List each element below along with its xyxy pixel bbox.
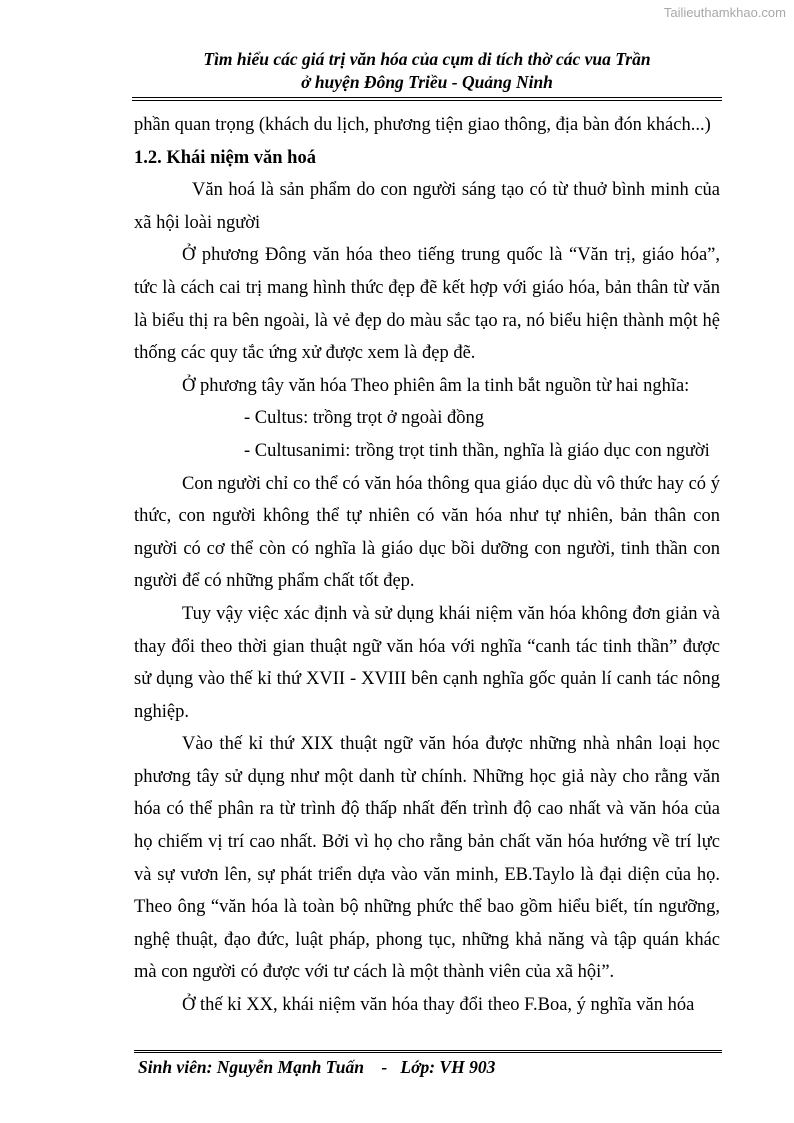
paragraph: Ở phương Đông văn hóa theo tiếng trung quốc là “Văn trị, giáo hóa”, tức là cách cai trị mang hình thức đẹp đẽ kết hợp với giáo hóa, bản thân từ văn là biểu thị ra bên ngoài, là vẻ đẹp do màu sắc tạo ra, nó biểu hiện thành một hệ thống các quy tắc ứng xử được xem là đẹp đẽ. — [134, 245, 720, 364]
list-item: - Cultus: trồng trọt ở ngoài đồng — [244, 408, 484, 429]
document-body — [134, 109, 720, 1022]
list-item: - Cultusanimi: trồng trọt tinh thần, nghĩa là giáo dục con người — [244, 440, 710, 461]
paragraph: Ở thế kỉ XX, khái niệm văn hóa thay đổi theo F.Boa, ý nghĩa văn hóa — [182, 995, 695, 1016]
paragraph-continuation: phần quan trọng (khách du lịch, phương tiện giao thông, địa bàn đón khách...) — [134, 115, 711, 135]
watermark: Tailieuthamkhao.com — [663, 5, 786, 20]
page-header — [132, 48, 722, 94]
page-footer: Sinh viên: Nguyễn Mạnh Tuấn - Lớp: VH 903 — [138, 1057, 496, 1077]
header-divider — [132, 97, 722, 101]
paragraph: Văn hoá là sản phẩm do con người sáng tạo có từ thuở bình minh của xã hội loài người — [134, 180, 720, 233]
paragraph: Tuy vậy việc xác định và sử dụng khái niệm văn hóa không đơn giản và thay đổi theo thời gian thuật ngữ văn hóa với nghĩa “canh tác tinh thần” được sử dụng vào thế kỉ thứ XVII - XVIII bên cạnh nghĩa gốc quản lí canh tác nông nghiệp. — [134, 603, 720, 722]
footer-divider — [134, 1050, 722, 1053]
paragraph: Vào thế kỉ thứ XIX thuật ngữ văn hóa được những nhà nhân loại học phương tây sử dụng như một danh từ chính. Những học giả này cho rằng văn hóa có thể phân ra từ trình độ thấp nhất đến trình độ cao nhất và văn hóa của họ chiếm vị trí cao nhất. Bởi vì họ cho rằng bản chất văn hóa hướng về trí lực và sự vươn lên, sự phát triển dựa vào văn minh, EB.Taylo là đại diện của họ. Theo ông “văn hóa là toàn bộ những phức thể bao gồm hiểu biết, tín ngưỡng, nghệ thuật, đạo đức, luật pháp, phong tục, những khả năng và tập quán khác mà con người có được với tư cách là một thành viên của xã hội”. — [134, 734, 720, 983]
section-heading: 1.2. Khái niệm văn hoá — [134, 147, 316, 168]
paragraph: Con người chỉ co thể có văn hóa thông qua giáo dục dù vô thức hay có ý thức, con người không thể tự nhiên có văn hóa như tự nhiên, bản thân con người có cơ thể còn có nghĩa là giáo dục bồi dưỡng con người, tinh thần con người để có những phẩm chất tốt đẹp. — [134, 473, 720, 592]
header-title-line-2: ở huyện Đông Triều - Quảng Ninh — [301, 72, 553, 92]
paragraph: Ở phương tây văn hóa Theo phiên âm la tinh bắt nguồn từ hai nghĩa: — [182, 375, 690, 396]
header-title-line-1: Tìm hiểu các giá trị văn hóa của cụm di tích thờ các vua Trần — [203, 49, 651, 69]
